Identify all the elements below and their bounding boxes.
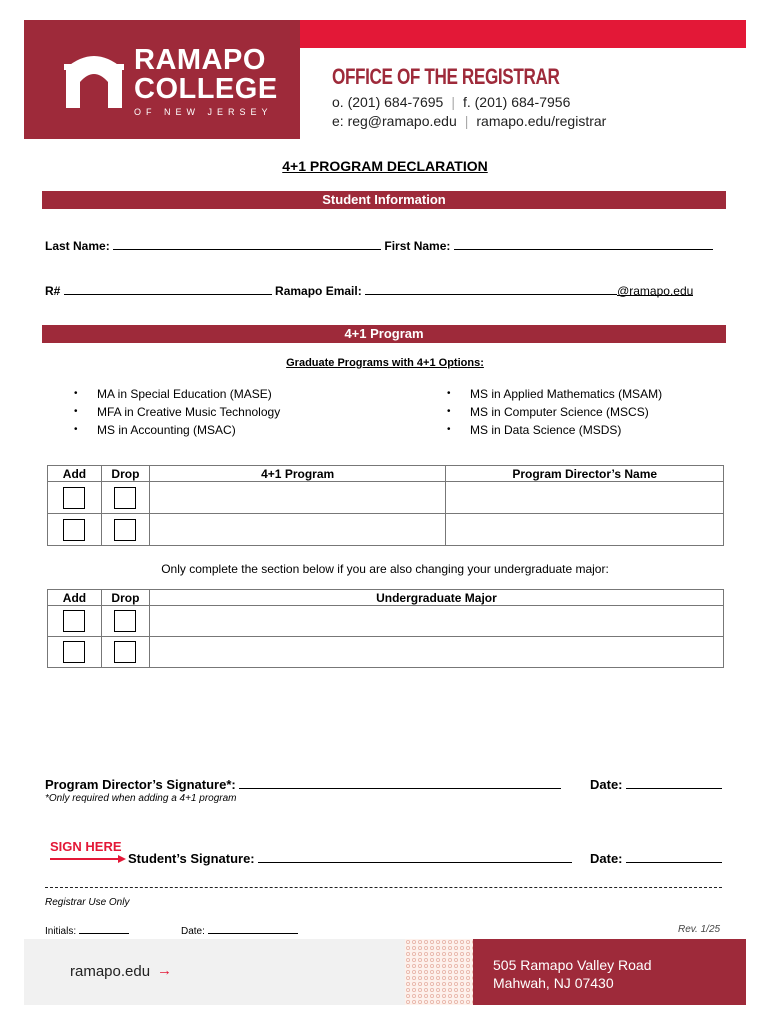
id-email-row [45, 283, 693, 298]
director-date-field[interactable] [626, 776, 722, 789]
document-title: 4+1 PROGRAM DECLARATION [282, 158, 488, 174]
director-name-input-cell[interactable] [446, 482, 724, 514]
contact-email-line [332, 113, 606, 129]
r-number-field[interactable] [64, 283, 272, 295]
name-row [45, 238, 713, 253]
program-table [47, 465, 724, 546]
header-red-bar [300, 20, 746, 48]
program-options-left [74, 385, 280, 439]
director-name-input-cell[interactable] [446, 514, 724, 546]
program-option: • MS in Data Science (MSDS) [447, 421, 662, 439]
director-signature-row [45, 776, 561, 792]
program-input-cell[interactable] [149, 514, 446, 546]
last-name-label: Last Name: [45, 239, 110, 253]
drop-column-header: Drop [101, 466, 149, 482]
initials-row [45, 924, 129, 937]
major-input-cell[interactable] [149, 637, 723, 668]
student-date-field[interactable] [626, 850, 722, 863]
fax-text: f. (201) 684-7956 [462, 94, 571, 110]
student-signature-label: Student’s Signature: [128, 851, 255, 866]
contact-phone-line [332, 94, 570, 110]
table-row [48, 606, 724, 637]
arrow-right-icon [50, 855, 126, 863]
first-name-field[interactable] [454, 238, 713, 250]
add-checkbox[interactable] [63, 641, 85, 663]
ramapo-email-field[interactable] [365, 283, 617, 295]
email-link[interactable]: e: reg@ramapo.edu [332, 113, 457, 129]
first-name-label: First Name: [384, 239, 451, 253]
program-option: • MA in Special Education (MASE) [74, 385, 280, 403]
table-row [48, 482, 724, 514]
footer-address [493, 956, 652, 992]
drop-column-header: Drop [101, 590, 149, 606]
decorative-pattern-icon [405, 939, 473, 1005]
drop-checkbox[interactable] [114, 487, 136, 509]
arrow-right-icon: → [157, 962, 172, 979]
major-input-cell[interactable] [149, 606, 723, 637]
phone-text: o. (201) 684-7695 [332, 94, 444, 110]
web-link[interactable]: ramapo.edu/registrar [476, 113, 607, 129]
add-cell [48, 606, 102, 637]
drop-checkbox[interactable] [114, 519, 136, 541]
drop-checkbox[interactable] [114, 610, 136, 632]
initials-label: Initials: [45, 926, 77, 937]
email-suffix: @ramapo.edu [617, 284, 694, 298]
student-signature-field[interactable] [258, 850, 572, 863]
date-label: Date: [181, 926, 205, 937]
registrar-use-label: Registrar Use Only [45, 897, 130, 908]
undergrad-table [47, 589, 724, 668]
add-checkbox[interactable] [63, 610, 85, 632]
initials-field[interactable] [79, 924, 129, 934]
address-line-1: 505 Ramapo Valley Road [493, 957, 652, 973]
registrar-date-field[interactable] [208, 924, 298, 934]
address-line-2: Mahwah, NJ 07430 [493, 975, 614, 991]
logo-college-text: COLLEGE [134, 73, 278, 105]
separator: | [451, 94, 455, 110]
program-heading: 4+1 Program [42, 325, 726, 343]
add-checkbox[interactable] [63, 519, 85, 541]
add-cell [48, 637, 102, 668]
director-note: *Only required when adding a 4+1 program [45, 793, 237, 804]
major-column-header: Undergraduate Major [149, 590, 723, 606]
add-column-header: Add [48, 466, 102, 482]
program-column-header: 4+1 Program [149, 466, 446, 482]
date-label: Date: [590, 851, 623, 866]
student-info-heading: Student Information [42, 191, 726, 209]
revision-label: Rev. 1/25 [678, 924, 721, 935]
graduate-programs-subheading: Graduate Programs with 4+1 Options: [286, 357, 484, 369]
logo-nj-text: OF NEW JERSEY [134, 107, 273, 117]
program-option: • MS in Computer Science (MSCS) [447, 403, 662, 421]
last-name-field[interactable] [113, 238, 381, 250]
drop-checkbox[interactable] [114, 641, 136, 663]
table-row [48, 637, 724, 668]
logo-ramapo-text: RAMAPO [134, 44, 266, 76]
undergrad-note: Only complete the section below if you are also changing your undergraduate major: [161, 562, 609, 576]
student-signature-row [128, 850, 572, 866]
ramapo-email-label: Ramapo Email: [275, 284, 362, 298]
arch-logo-icon [64, 50, 124, 108]
drop-cell [101, 482, 149, 514]
office-title: OFFICE OF THE REGISTRAR [332, 64, 560, 89]
add-column-header: Add [48, 590, 102, 606]
program-option: • MFA in Creative Music Technology [74, 403, 280, 421]
drop-cell [101, 514, 149, 546]
add-checkbox[interactable] [63, 487, 85, 509]
drop-cell [101, 606, 149, 637]
program-options-right [447, 385, 662, 439]
footer-web-link[interactable]: ramapo.edu [70, 963, 151, 980]
cut-line [45, 887, 722, 888]
director-column-header: Program Director’s Name [446, 466, 724, 482]
add-cell [48, 482, 102, 514]
separator: | [464, 113, 469, 129]
add-cell [48, 514, 102, 546]
student-date-row [590, 850, 722, 866]
director-date-row [590, 776, 722, 792]
program-input-cell[interactable] [149, 482, 446, 514]
registrar-date-row [181, 924, 298, 937]
table-row [48, 514, 724, 546]
program-option: • MS in Applied Mathematics (MSAM) [447, 385, 662, 403]
date-label: Date: [590, 777, 623, 792]
college-logo [24, 20, 300, 139]
sign-here-label: SIGN HERE [50, 839, 122, 854]
director-signature-label: Program Director’s Signature*: [45, 777, 236, 792]
program-option: • MS in Accounting (MSAC) [74, 421, 280, 439]
director-signature-field[interactable] [239, 776, 561, 789]
drop-cell [101, 637, 149, 668]
r-number-label: R# [45, 284, 61, 298]
